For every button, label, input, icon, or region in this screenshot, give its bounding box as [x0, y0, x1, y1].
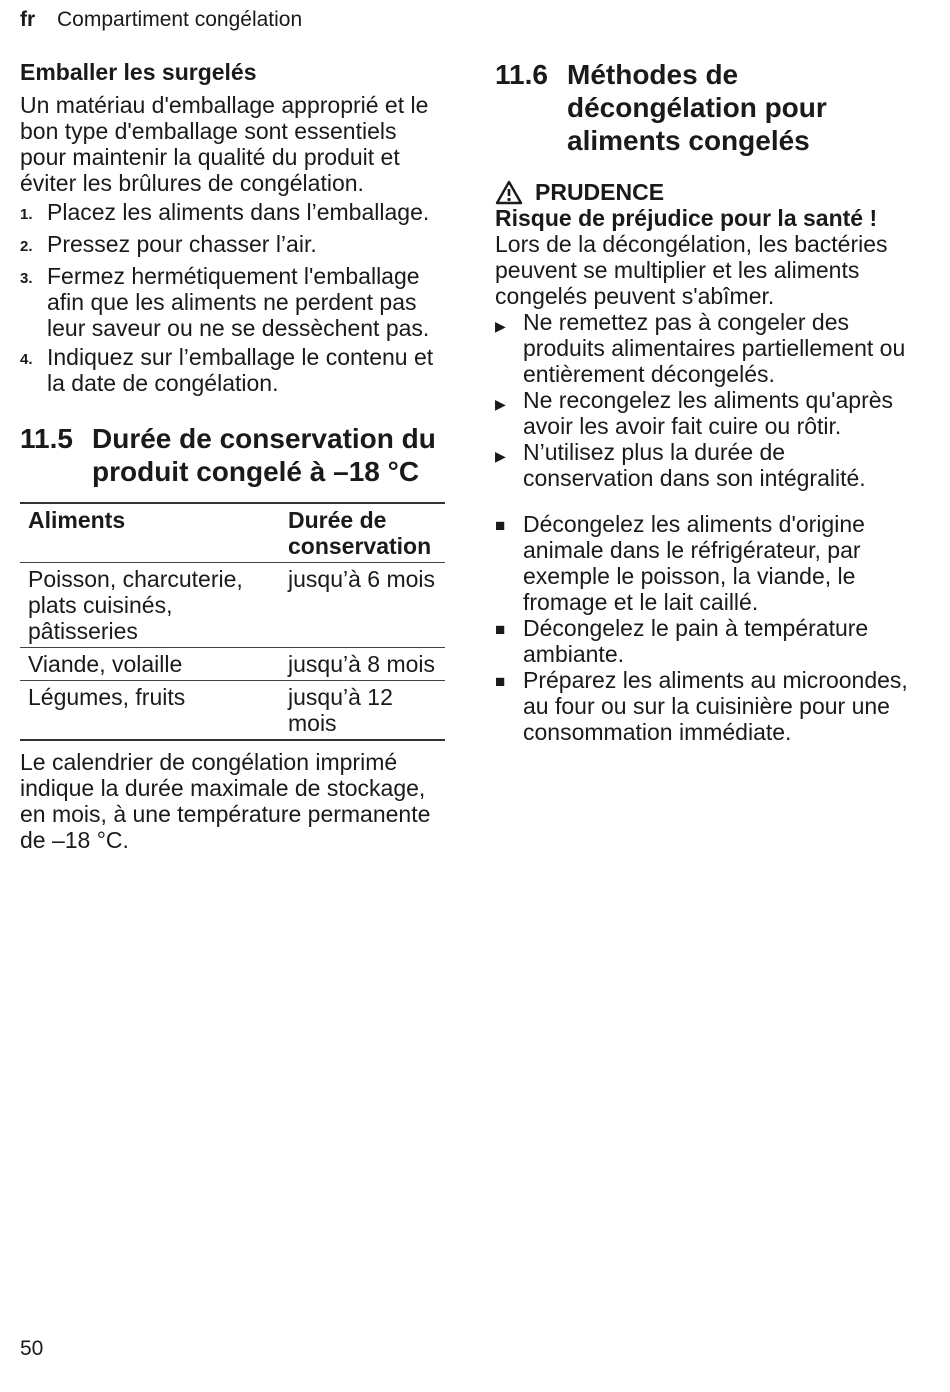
warning-title: Risque de préjudice pour la santé !	[495, 205, 878, 231]
triangle-bullet-icon: ▶	[495, 318, 506, 334]
list-item-text: Ne recongelez les aliments qu'après avoir les avoir fait cuire ou rôtir.	[523, 387, 894, 439]
table-cell-food: Viande, volaille	[20, 648, 280, 681]
left-column	[20, 58, 445, 853]
step-text: Fermez hermétiquement l'emballage afin que les aliments ne perdent pas leur saveur ou ne se dessèchent pas.	[47, 263, 430, 341]
step-number: 4.	[20, 351, 33, 368]
list-item	[495, 439, 920, 491]
table-row	[20, 563, 445, 648]
step-text: Indiquez sur l’emballage le contenu et la date de congélation.	[47, 344, 434, 396]
thawing-tips-list	[495, 511, 920, 745]
list-item-text: N’utilisez plus la durée de conservation dans son intégralité.	[523, 439, 866, 491]
table-cell-duration: jusqu’à 8 mois	[280, 648, 445, 681]
triangle-bullet-icon: ▶	[495, 396, 506, 412]
table-header-row	[20, 503, 445, 563]
warning-label-text: PRUDENCE	[535, 179, 665, 205]
list-item	[495, 667, 920, 745]
section-heading-storage	[20, 422, 445, 488]
column-header-food: Aliments	[20, 503, 280, 563]
page-number: 50	[20, 1337, 44, 1360]
list-item-text: Décongelez les aliments d'origine animale dans le réfrigérateur, par exemple le poisson, la viande, le fromage et le lait caillé.	[523, 511, 865, 615]
calendar-note: Le calendrier de congélation imprimé indique la durée maximale de stockage, en mois, à une température permanente de –18 °C.	[20, 749, 431, 853]
section-number: 11.6	[495, 59, 548, 90]
step-number: 2.	[20, 238, 33, 255]
right-column	[495, 58, 920, 745]
step-item	[20, 344, 445, 396]
list-item	[495, 309, 920, 387]
table-cell-duration: jusqu’à 6 mois	[280, 563, 445, 648]
list-item-text: Préparez les aliments au microondes, au four ou sur la cuisinière pour une consommation immédiate.	[523, 667, 908, 745]
step-number: 1.	[20, 206, 33, 223]
storage-table	[20, 502, 445, 741]
square-bullet-icon: ■	[495, 516, 506, 535]
section-title: Durée de conservation du produit congelé à –18 °C	[92, 423, 436, 487]
table-cell-duration: jusqu’à 12 mois	[280, 681, 445, 741]
page-header	[20, 8, 302, 32]
column-header-duration: Durée de conservation	[280, 503, 445, 563]
section-heading-thawing	[495, 58, 920, 157]
step-number: 3.	[20, 270, 33, 287]
list-item-text: Ne remettez pas à congeler des produits alimentaires partiellement ou entièrement décongelés.	[523, 309, 906, 387]
table-cell-food: Poisson, charcuterie, plats cuisinés, pâtisseries	[20, 563, 280, 648]
list-item	[495, 615, 920, 667]
square-bullet-icon: ■	[495, 620, 506, 639]
table-row	[20, 681, 445, 741]
language-code: fr	[20, 8, 36, 31]
section-title: Méthodes de décongélation pour aliments congelés	[567, 59, 827, 156]
wrap-heading: Emballer les surgelés	[20, 59, 257, 85]
wrap-intro: Un matériau d'emballage approprié et le bon type d'emballage sont essentiels pour maintenir la qualité du produit et éviter les brûlures de congélation.	[20, 92, 429, 196]
list-item-text: Décongelez le pain à température ambiante.	[523, 615, 869, 667]
table-row	[20, 648, 445, 681]
list-item	[495, 511, 920, 615]
warning-text: Lors de la décongélation, les bactéries peuvent se multiplier et les aliments congelés peuvent s'abîmer.	[495, 231, 888, 309]
step-item	[20, 263, 445, 341]
warning-triangle-icon	[495, 180, 523, 205]
chapter-title: Compartiment congélation	[57, 8, 303, 31]
step-text: Pressez pour chasser l’air.	[47, 231, 317, 257]
step-text: Placez les aliments dans l’emballage.	[47, 199, 430, 225]
wrap-steps	[20, 199, 445, 396]
square-bullet-icon: ■	[495, 672, 506, 691]
section-number: 11.5	[20, 423, 73, 454]
step-item	[20, 199, 445, 228]
warning-label	[495, 179, 920, 205]
list-item	[495, 387, 920, 439]
step-item	[20, 231, 445, 260]
triangle-bullet-icon: ▶	[495, 448, 506, 464]
warning-list	[495, 309, 920, 491]
table-cell-food: Légumes, fruits	[20, 681, 280, 741]
